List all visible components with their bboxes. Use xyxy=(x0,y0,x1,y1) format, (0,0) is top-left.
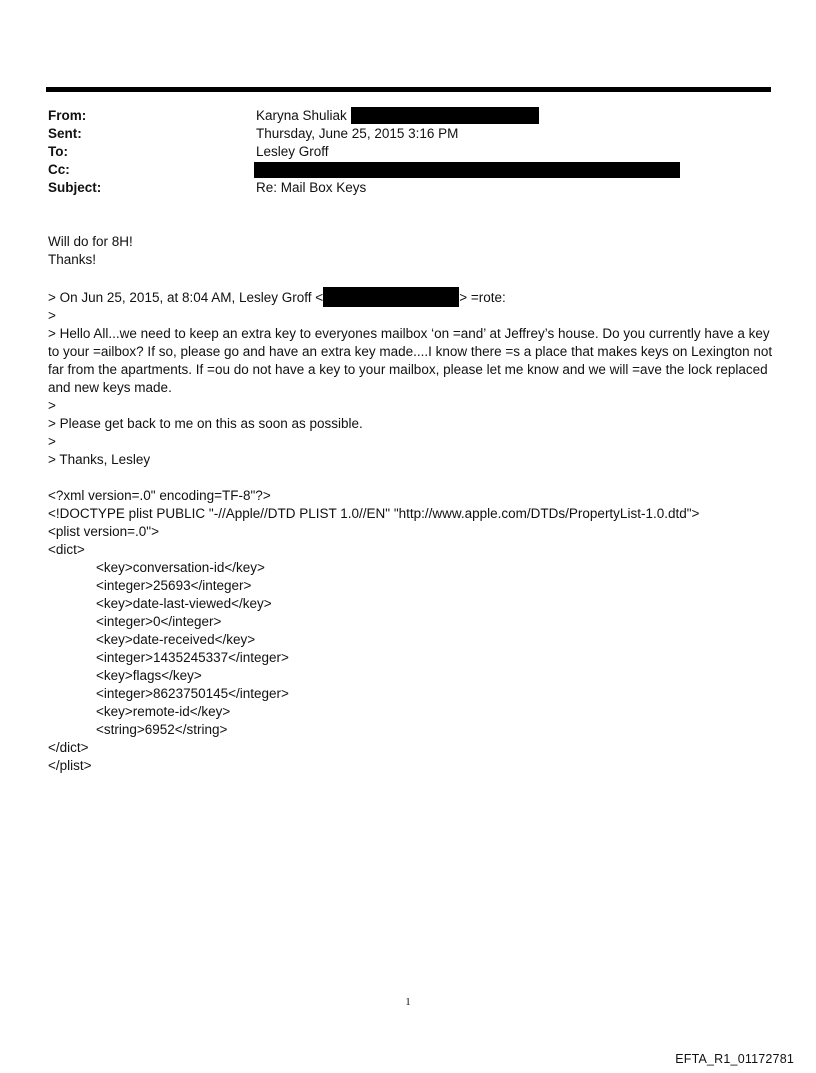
plist-line: <integer>0</integer> xyxy=(96,614,222,629)
plist-open: <plist version=.0"> xyxy=(48,524,159,539)
page-number: 1 xyxy=(405,996,411,1008)
quote-blank: > xyxy=(48,398,56,413)
doctype-line: <!DOCTYPE plist PUBLIC "-//Apple//DTD PLIST 1.0//EN" "http://www.apple.com/DTDs/PropertyList-1.0.dtd"> xyxy=(48,506,700,521)
email-header xyxy=(48,107,768,197)
plist-line: <key>remote-id</key> xyxy=(96,704,231,719)
dict-close: </dict> xyxy=(48,740,89,755)
quote-intro-text: > =rote: xyxy=(459,290,506,305)
sent-value: Thursday, June 25, 2015 3:16 PM xyxy=(256,126,459,141)
subject-row xyxy=(48,179,768,197)
from-label: From: xyxy=(48,108,87,123)
dict-open: <dict> xyxy=(48,542,85,557)
quote-blank: > xyxy=(48,434,56,449)
spacer xyxy=(48,269,778,287)
quote-intro-text: > On Jun 25, 2015, at 8:04 AM, Lesley Groff < xyxy=(48,290,324,305)
quote-request: > Please get back to me on this as soon as possible. xyxy=(48,416,363,431)
reply-line: Will do for 8H! xyxy=(48,234,133,249)
from-value-wrap xyxy=(256,107,539,125)
email-body xyxy=(48,233,778,775)
reply-line: Thanks! xyxy=(48,252,97,267)
plist-line: <string>6952</string> xyxy=(96,722,228,737)
plist-line: <key>conversation-id</key> xyxy=(96,560,265,575)
from-row xyxy=(48,107,768,125)
cc-row xyxy=(48,161,768,179)
quote-blank: > xyxy=(48,308,56,323)
redaction-box xyxy=(323,287,459,307)
sent-row xyxy=(48,125,768,143)
plist-line: <integer>8623750145</integer> xyxy=(96,686,289,701)
cc-label: Cc: xyxy=(48,162,70,177)
plist-close: </plist> xyxy=(48,758,92,773)
from-value: Karyna Shuliak xyxy=(256,108,347,123)
redaction-box xyxy=(351,107,539,124)
spacer xyxy=(48,469,778,487)
document-id: EFTA_R1_01172781 xyxy=(675,1052,794,1066)
header-rule xyxy=(46,87,771,92)
sent-label: Sent: xyxy=(48,126,82,141)
plist-line: <integer>25693</integer> xyxy=(96,578,252,593)
to-row xyxy=(48,143,768,161)
quote-paragraph: > Hello All...we need to keep an extra key to everyones mailbox ‘on =and’ at Jeffrey’s house. Do you currently have a key to your =ailbox? If so, please go and have an extra key made....I know there =s a place that makes keys on Lexington not far from the apartments. If =ou do not have a key to your mailbox, please let me know and we will =ave the lock replaced and new keys made. xyxy=(48,326,773,395)
quote-signoff: > Thanks, Lesley xyxy=(48,452,151,467)
subject-value: Re: Mail Box Keys xyxy=(256,180,367,195)
subject-label: Subject: xyxy=(48,180,102,195)
xml-declaration: <?xml version=.0" encoding=TF-8"?> xyxy=(48,488,271,503)
plist-line: <integer>1435245337</integer> xyxy=(96,650,289,665)
redaction-box xyxy=(254,162,680,178)
to-label: To: xyxy=(48,144,68,159)
quote-intro xyxy=(48,287,778,307)
plist-line: <key>date-last-viewed</key> xyxy=(96,596,272,611)
plist-line: <key>date-received</key> xyxy=(96,632,256,647)
plist-line: <key>flags</key> xyxy=(96,668,202,683)
to-value: Lesley Groff xyxy=(256,144,329,159)
